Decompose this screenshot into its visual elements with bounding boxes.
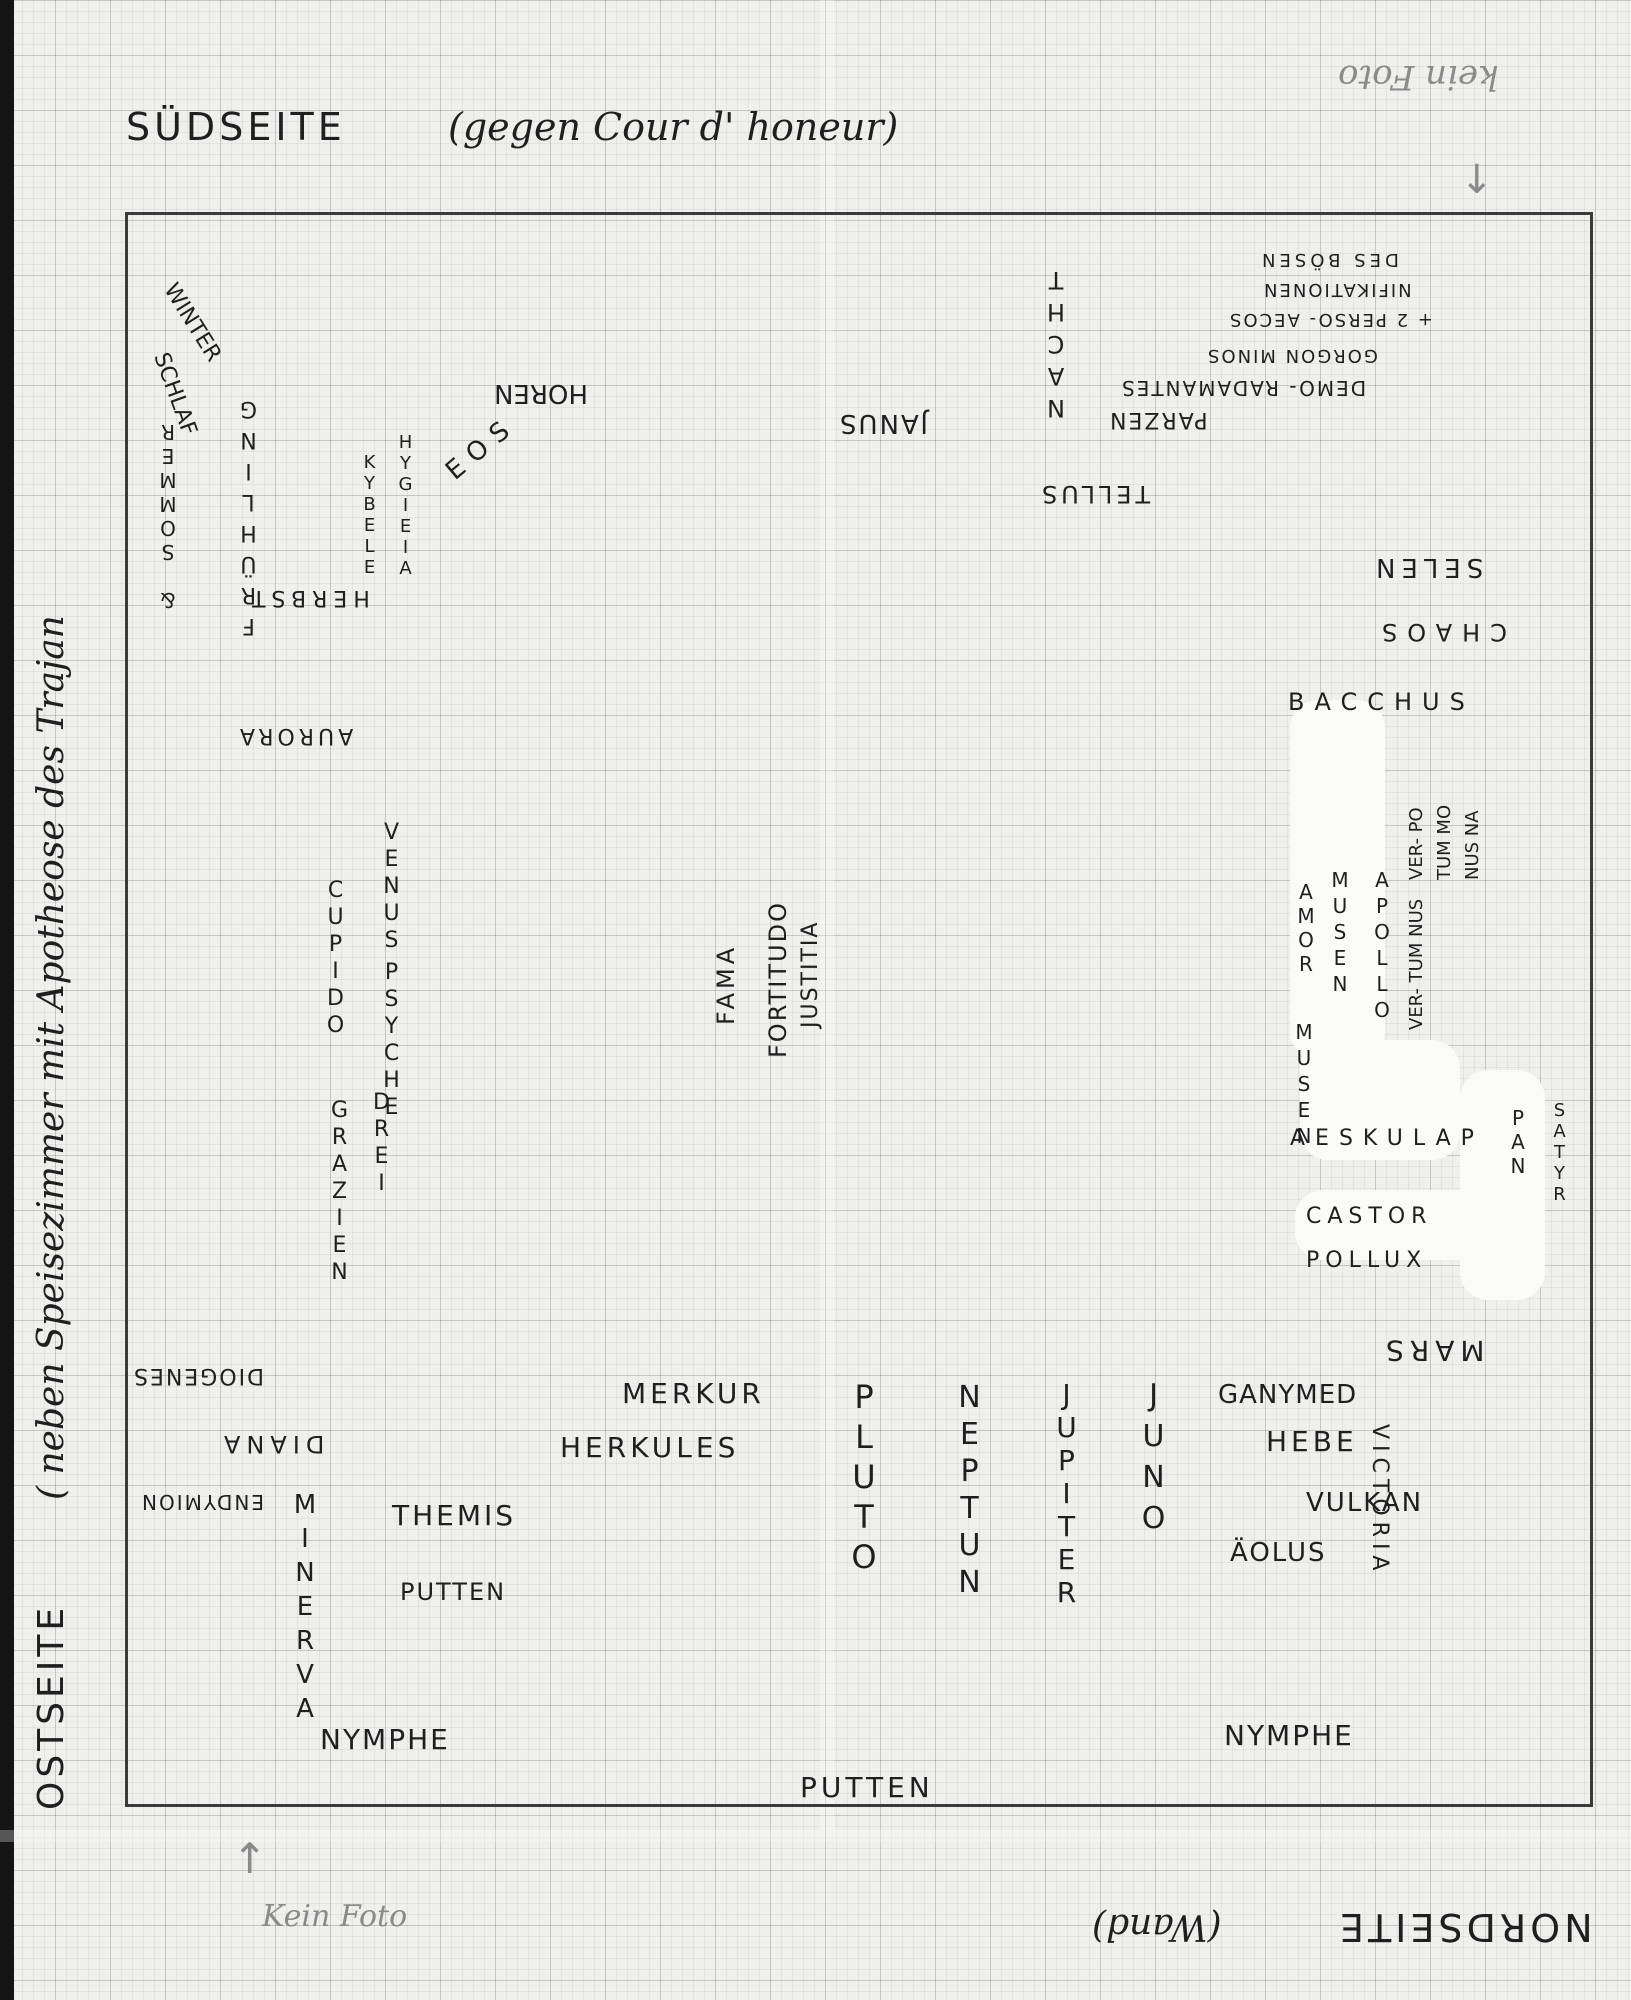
figure-hygieia: HYGIEIA xyxy=(395,432,416,579)
figure-juno: JUNO xyxy=(1136,1378,1171,1542)
figure-tellus: TELLUS xyxy=(1038,480,1151,508)
figure-pluto: PLUTO xyxy=(845,1378,883,1578)
bottom-note: Kein Foto xyxy=(262,1899,408,1934)
figure-aolus: ÄOLUS xyxy=(1230,1538,1327,1568)
figure-satyr: SATYR xyxy=(1549,1100,1570,1205)
figure-pomona-2: TUM MO xyxy=(1434,804,1455,880)
figure-diogenes: DIOGENES xyxy=(132,1363,265,1388)
east-heading: OSTSEITE xyxy=(31,1603,72,1810)
figure-fama: FAMA xyxy=(712,943,740,1025)
figure-fortitudo: FORTITUDO xyxy=(764,901,792,1058)
correction-patch xyxy=(1460,1070,1545,1300)
figure-bacchus: BACCHUS xyxy=(1288,688,1475,716)
figure-vertumnus: VER- TUM NUS xyxy=(1406,898,1427,1030)
figure-kybele: KYBELE xyxy=(359,452,380,578)
east-subheading: ( neben Speisezimmer mit Apotheose des Trajan xyxy=(31,615,72,1500)
figure-pan: PAN xyxy=(1506,1106,1530,1178)
figure-grazien: GRAZIEN xyxy=(327,1098,352,1287)
figure-psyche: PSYCHE xyxy=(379,960,404,1122)
south-subheading: (gegen Cour d' honeur) xyxy=(448,105,899,149)
figure-putten-bottom: PUTTEN xyxy=(800,1771,934,1804)
figure-nymphe-left: NYMPHE xyxy=(320,1723,450,1756)
figure-winter: WINTER xyxy=(158,278,226,367)
figure-drei: DREI xyxy=(369,1090,394,1198)
figure-jupiter: JUPITER xyxy=(1050,1378,1083,1609)
figure-pollux: POLLUX xyxy=(1306,1248,1428,1273)
figure-nifikationen: NIFIKATIONEN xyxy=(1262,279,1412,300)
figure-cupido: CUPIDO xyxy=(323,878,348,1040)
figure-eos: EOS xyxy=(440,409,524,487)
figure-selen: SELEN xyxy=(1370,552,1484,582)
figure-putten-left: PUTTEN xyxy=(400,1578,507,1606)
figure-venus: VENUS xyxy=(379,820,404,955)
figure-castor: CASTOR xyxy=(1306,1204,1433,1229)
figure-pomona-3: NUS NA xyxy=(1462,810,1483,880)
figure-sommer: & SOMMER xyxy=(156,420,180,612)
figure-themis: THEMIS xyxy=(392,1499,517,1532)
figure-vulkan: VULKAN xyxy=(1306,1488,1424,1518)
south-heading: SÜDSEITE xyxy=(126,105,346,149)
figure-aeskulap: AESKULAP xyxy=(1290,1126,1484,1151)
figure-neptun: NEPTUN xyxy=(952,1380,987,1602)
figure-hebe: HEBE xyxy=(1266,1425,1358,1458)
figure-ganymed: GANYMED xyxy=(1218,1380,1358,1410)
scan-edge xyxy=(0,0,14,2000)
figure-musen: MUSEN xyxy=(1328,868,1352,998)
figure-schlaf: SCHLAF xyxy=(148,349,202,440)
figure-demo-radamantes: DEMO- RADAMANTES xyxy=(1120,376,1367,400)
figure-perso-aecos: + 2 PERSO- AECOS xyxy=(1228,309,1433,330)
figure-apollo: APOLLO xyxy=(1370,868,1394,1024)
figure-horen: HOREN xyxy=(494,378,588,408)
figure-justitia: JUSTITIA xyxy=(798,920,823,1028)
arrow-up-icon: ↑ xyxy=(232,1834,268,1883)
figure-victoria: VICTORIA xyxy=(1367,1424,1392,1577)
figure-pomona-1: VER- PO xyxy=(1406,807,1427,880)
figure-aurora: AURORA xyxy=(236,723,354,748)
figure-janus: JANUS xyxy=(838,408,928,438)
figure-mars: MARS xyxy=(1380,1334,1485,1367)
figure-chaos: CHAOS xyxy=(1372,618,1507,646)
figure-musen-2: MUSEN xyxy=(1292,1020,1316,1150)
north-heading: NORDSEITE xyxy=(1336,1905,1593,1949)
figure-des-bosen: DES BÖSEN xyxy=(1258,249,1399,270)
figure-merkur: MERKUR xyxy=(622,1377,765,1410)
figure-nymphe-right: NYMPHE xyxy=(1224,1719,1354,1752)
top-note xyxy=(1338,57,1499,97)
figure-herkules: HERKULES xyxy=(560,1431,740,1464)
figure-nacht: NACHT xyxy=(1042,262,1070,422)
figure-herbst: HERBST xyxy=(246,585,370,610)
figure-diana: DIANA xyxy=(218,1430,325,1458)
figure-endymion: ENDYMION xyxy=(140,1490,264,1514)
figure-gorgon-minos: GORGON MINOS xyxy=(1206,345,1378,366)
figure-minerva: MINERVA xyxy=(290,1490,320,1728)
figure-amor: AMOR xyxy=(1294,880,1318,976)
north-subheading: (Wand) xyxy=(1092,1906,1222,1947)
arrow-down-icon: ↓ xyxy=(1460,157,1494,203)
figure-parzen: PARZEN xyxy=(1108,407,1208,432)
figure-fruhling: FRÜHLING xyxy=(236,390,261,638)
top-note-text: kein Foto xyxy=(1338,57,1499,97)
